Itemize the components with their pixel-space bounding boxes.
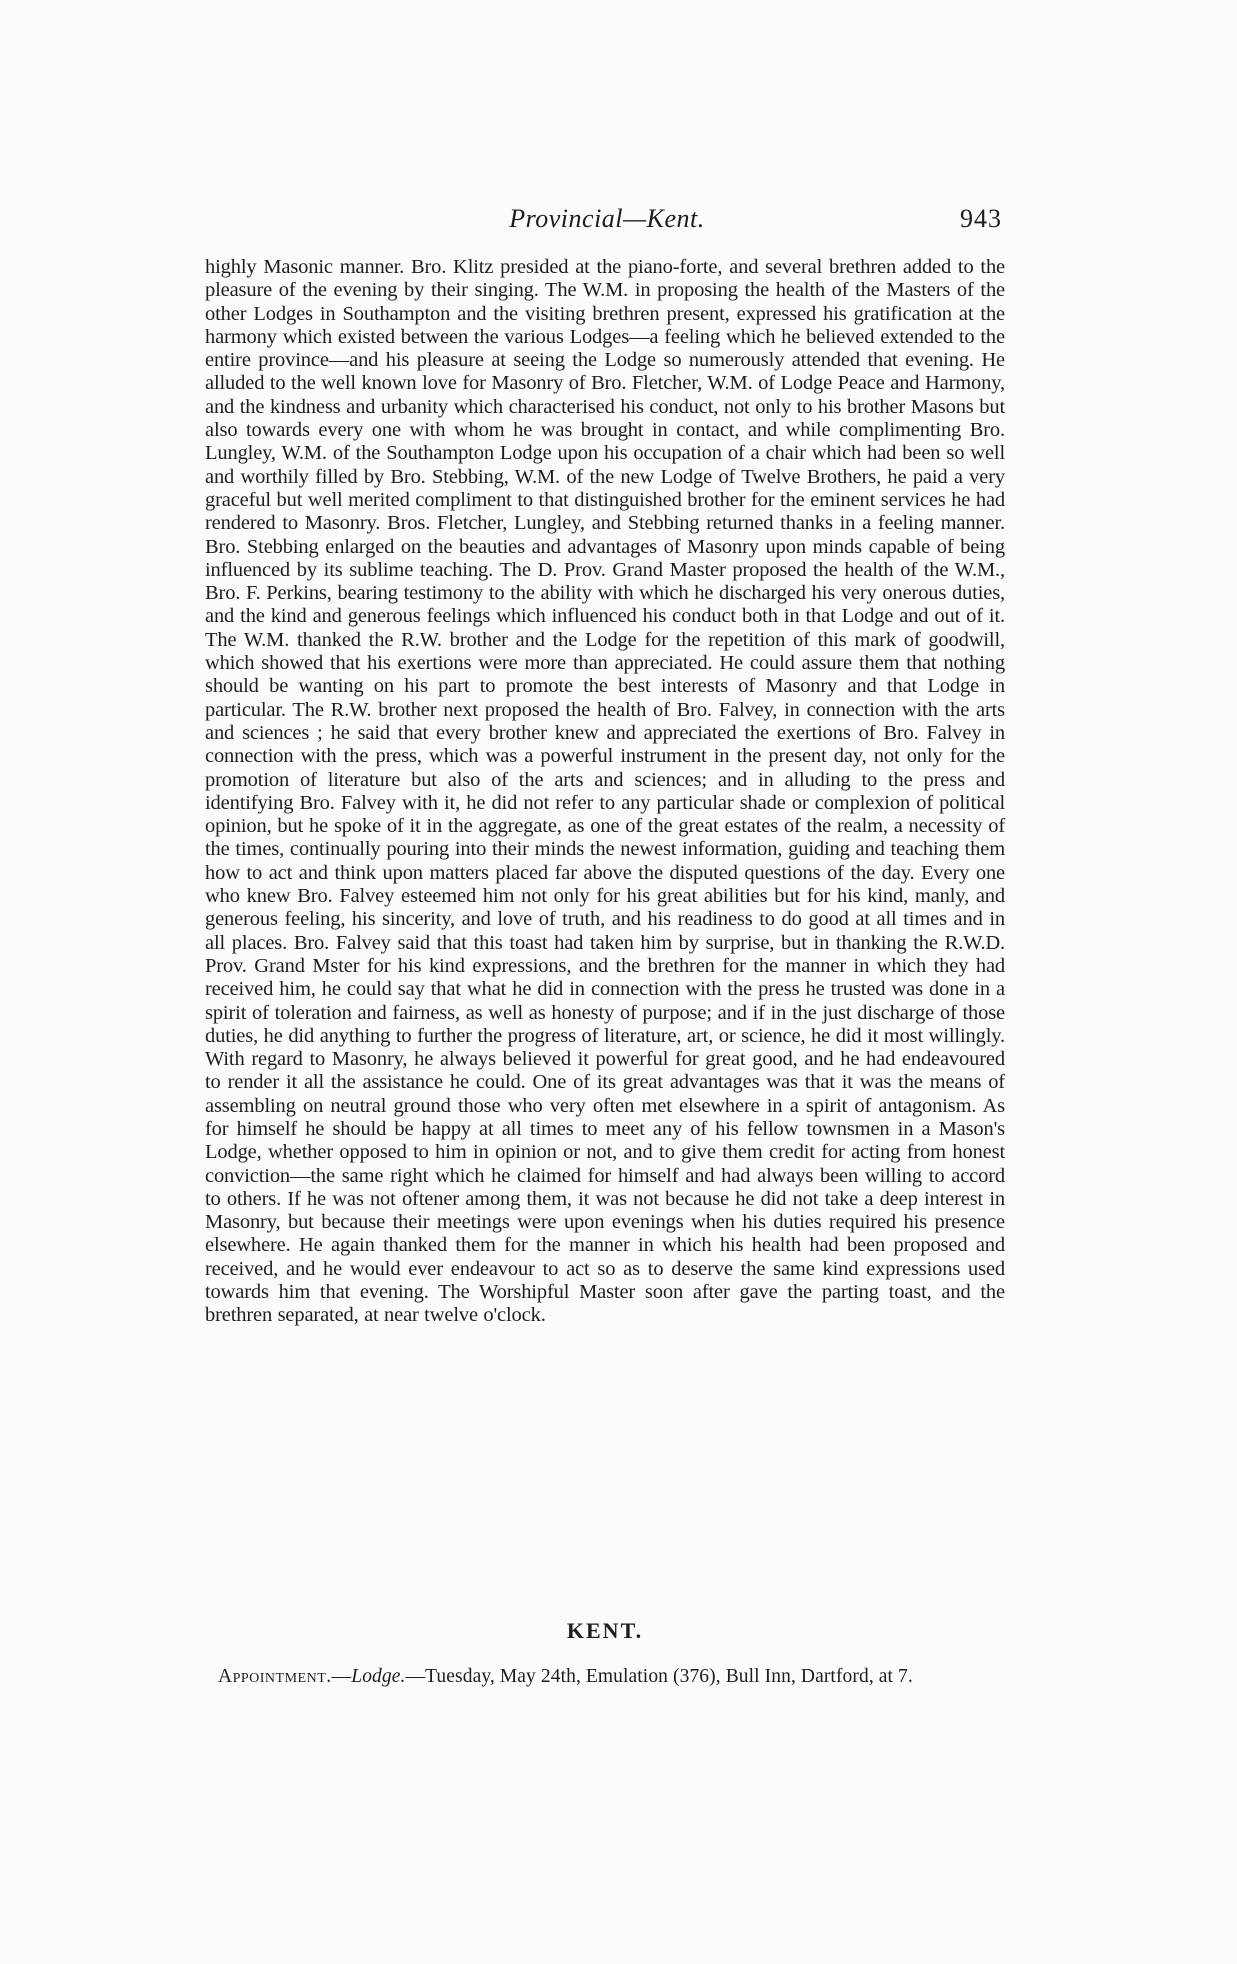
section-heading: KENT. [566, 1618, 644, 1643]
page-number: 943 [960, 204, 1002, 233]
running-head [212, 204, 1002, 244]
running-title: Provincial—Kent. [509, 204, 705, 233]
appointment-label: Appointment. [218, 1666, 332, 1687]
appointment-notice: Appointment.—Lodge.—Tuesday, May 24th, Emulation (376), Bull Inn, Dartford, at 7. [218, 1666, 913, 1687]
article-body: highly Masonic manner. Bro. Klitz presided at the piano-forte, and several brethren added to the pleasure of the evening by their singing. The W.M. in proposing the health of the Masters of the other Lodges in Southampton and the visiting brethren present, expressed his gratification at the harmony which existed between the various Lodges—a feeling which he believed extended to the entire province—and his pleasure at seeing the Lodge so numerously attended that evening. He alluded to the well known love for Masonry of Bro. Fletcher, W.M. of Lodge Peace and Harmony, and the kindness and urbanity which characterised his conduct, not only to his brother Masons but also towards every one with whom he was brought in contact, and while complimenting Bro. Lungley, W.M. of the Southampton Lodge upon his occupation of a chair which had been so well and worthily filled by Bro. Stebbing, W.M. of the new Lodge of Twelve Brothers, he paid a very graceful but well merited compliment to that distinguished brother for the eminent services he had rendered to Masonry. Bros. Fletcher, Lungley, and Stebbing returned thanks in a feeling manner. Bro. Stebbing enlarged on the beauties and advantages of Masonry upon minds capable of being influenced by its sublime teaching. The D. Prov. Grand Master proposed the health of the W.M., Bro. F. Perkins, bearing testimony to the ability with which he discharged his very onerous duties, and the kind and generous feelings which influenced his conduct both in that Lodge and out of it. The W.M. thanked the R.W. brother and the Lodge for the repetition of this mark of goodwill, which showed that his exertions were more than appreciated. He could assure them that nothing should be wanting on his part to promote the best interests of Masonry and that Lodge in particular. The R.W. brother next proposed the health of Bro. Falvey, in connection with the arts and sciences ; he said that every brother knew and appreciated the exertions of Bro. Falvey in connection with the press, which was a powerful instrument in the present day, not only for the promotion of literature but also of the arts and sciences; and in alluding to the press and identifying Bro. Falvey with it, he did not refer to any particular shade or complexion of political opinion, but he spoke of it in the aggregate, as one of the great estates of the realm, a necessity of the times, continually pouring into their minds the newest information, guiding and teaching them how to act and think upon matters placed far above the disputed questions of the day. Every one who knew Bro. Falvey esteemed him not only for his great abilities but for his kind, manly, and generous feeling, his sincerity, and love of truth, and his readiness to do good at all times and in all places. Bro. Falvey said that this toast had taken him by surprise, but in thanking the R.W.D. Prov. Grand Mster for his kind expressions, and the brethren for the manner in which they had received him, he could say that what he did in connection with the press he trusted was done in a spirit of toleration and fairness, as well as honesty of purpose; and if in the just discharge of those duties, he did anything to further the progress of literature, art, or science, he did it most willingly. With regard to Masonry, he always believed it powerful for great good, and he had endeavoured to render it all the assistance he could. One of its great advantages was that it was the means of assembling on neutral ground those who very often met elsewhere in a spirit of antagonism. As for himself he should be happy at all times to meet any of his fellow townsmen in a Mason's Lodge, whether opposed to him in opinion or not, and to give them credit for acting from honest conviction—the same right which he claimed for himself and had always been willing to accord to others. If he was not oftener among them, it was not because he did not take a deep interest in Masonry, but because their meetings were upon evenings when his duties required his presence elsewhere. He again thanked them for the manner in which his health had been proposed and received, and he would ever endeavour to act so as to deserve the same kind expressions used towards him that evening. The Worshipful Master soon after gave the parting toast, and the brethren separated, at near twelve o'clock. [205, 256, 1005, 1327]
appointment-text: Tuesday, May 24th, Emulation (376), Bull Inn, Dartford, at 7. [425, 1666, 913, 1687]
appointment-lodge-label: Lodge. [351, 1666, 406, 1687]
